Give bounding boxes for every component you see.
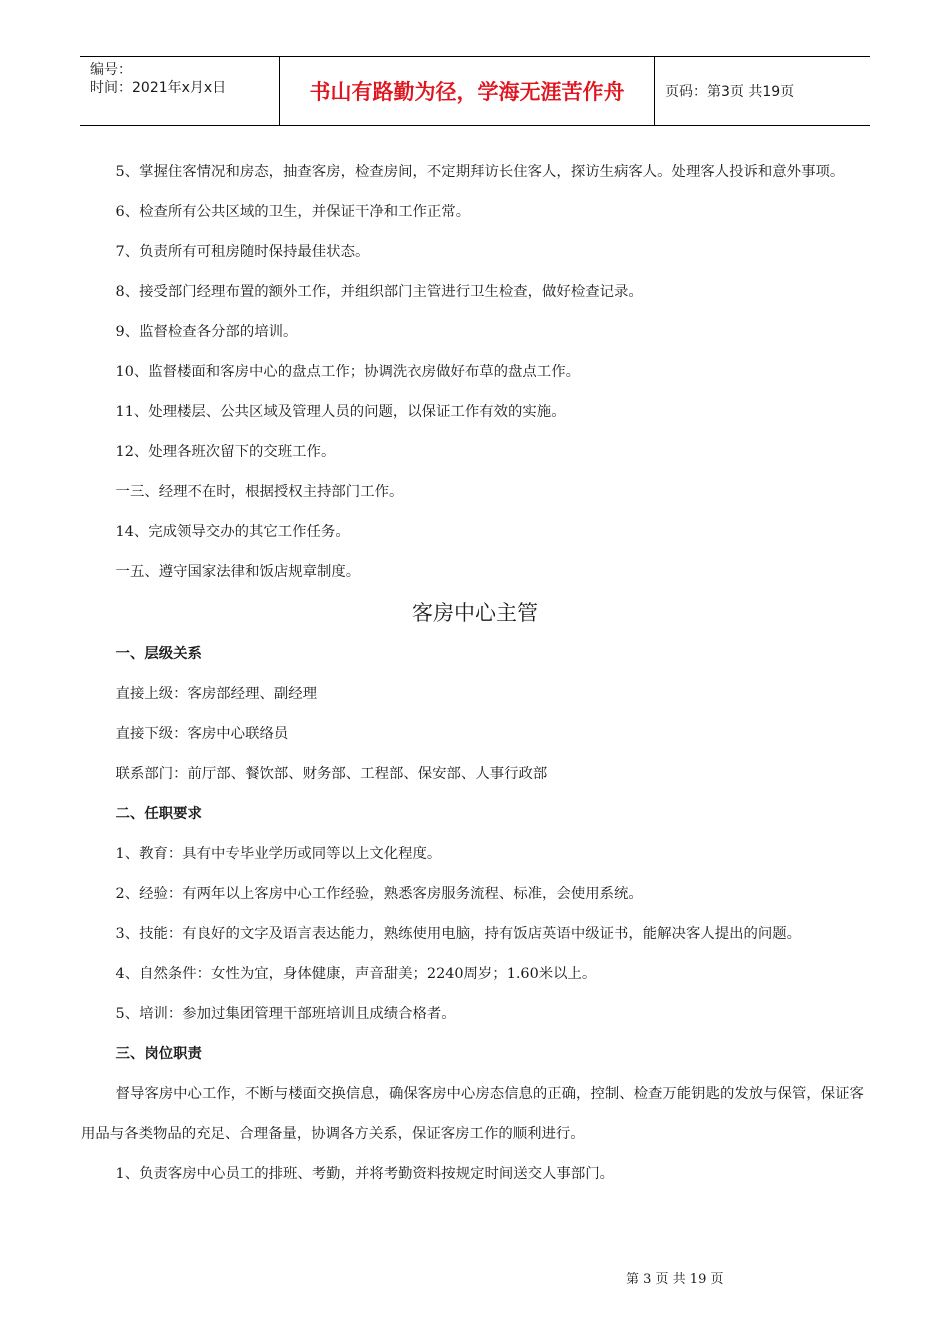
section-title: 客房中心主管: [412, 601, 538, 625]
page-footer: 第 3 页 共 19 页: [626, 1272, 724, 1287]
paragraph: 联系部门：前厅部、餐饮部、财务部、工程部、保安部、人事行政部: [115, 766, 548, 782]
paragraph: 1、负责客房中心员工的排班、考勤，并将考勤资料按规定时间送交人事部门。: [115, 1166, 614, 1182]
document-number-label: 编号：: [90, 62, 132, 78]
header-page-code: 页码：第3页 共19页: [665, 84, 795, 100]
paragraph: 一三、经理不在时，根据授权主持部门工作。: [115, 484, 404, 500]
requirements-heading: 二、任职要求: [115, 806, 202, 822]
paragraph: 6、检查所有公共区域的卫生，并保证干净和工作正常。: [115, 204, 471, 220]
paragraph: 9、监督检查各分部的培训。: [115, 324, 298, 340]
page-header: [80, 56, 870, 126]
paragraph: 12、处理各班次留下的交班工作。: [115, 444, 336, 460]
paragraph: 4、自然条件：女性为宜，身体健康，声音甜美；2240周岁；1.60米以上。: [115, 966, 597, 982]
paragraph: 一五、遵守国家法律和饭店规章制度。: [115, 564, 361, 580]
paragraph: 11、处理楼层、公共区域及管理人员的问题，以保证工作有效的实施。: [115, 404, 566, 420]
header-meta: [80, 57, 280, 125]
hierarchy-heading: 一、层级关系: [115, 646, 202, 662]
paragraph: 直接上级：客房部经理、副经理: [115, 686, 318, 702]
paragraph: 10、监督楼面和客房中心的盘点工作；协调洗衣房做好布草的盘点工作。: [115, 364, 580, 380]
document-body: [81, 152, 869, 1194]
paragraph: 14、完成领导交办的其它工作任务。: [115, 524, 350, 540]
paragraph: 直接下级：客房中心联络员: [115, 726, 289, 742]
paragraph: 督导客房中心工作，不断与楼面交换信息，确保客房中心房态信息的正确，控制、检查万能钥匙的发放与保管，保证客用品与各类物品的充足、合理备量，协调各方关系，保证客房工作的顺利进行。: [81, 1086, 864, 1142]
paragraph: 2、经验：有两年以上客房中心工作经验，熟悉客房服务流程、标准，会使用系统。: [115, 886, 643, 902]
document-time-label: 时间：2021年x月x日: [90, 80, 227, 96]
paragraph: 1、教育：具有中专毕业学历或同等以上文化程度。: [115, 846, 442, 862]
header-motto: 书山有路勤为径，学海无涯苦作舟: [280, 57, 655, 125]
paragraph: 3、技能：有良好的文字及语言表达能力，熟练使用电脑，持有饭店英语中级证书，能解决客人提出的问题。: [115, 926, 802, 942]
paragraph: 5、掌握住客情况和房态，抽查客房，检查房间，不定期拜访长住客人，探访生病客人。处理客人投诉和意外事项。: [115, 164, 845, 180]
paragraph: 5、培训：参加过集团管理干部班培训且成绩合格者。: [115, 1006, 456, 1022]
paragraph: 8、接受部门经理布置的额外工作，并组织部门主管进行卫生检查，做好检查记录。: [115, 284, 643, 300]
duties-heading: 三、岗位职责: [115, 1046, 202, 1062]
paragraph: 7、负责所有可租房随时保持最佳状态。: [115, 244, 370, 260]
